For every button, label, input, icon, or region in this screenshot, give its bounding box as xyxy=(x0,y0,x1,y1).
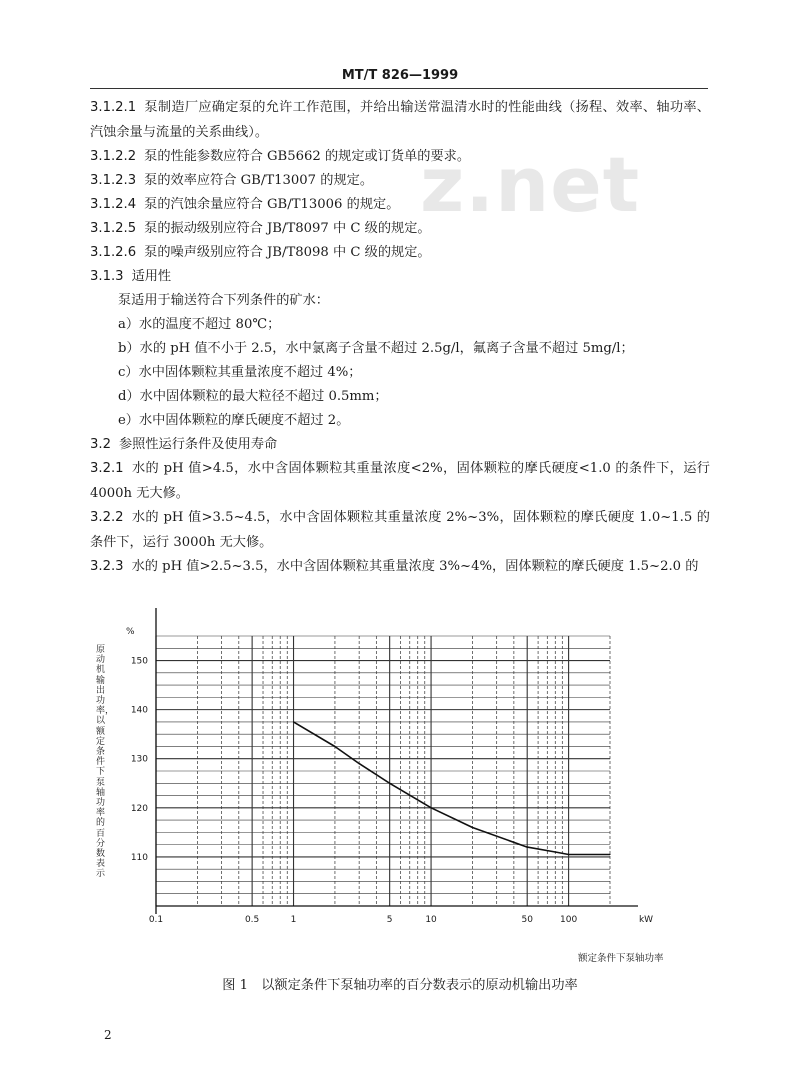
chart-series xyxy=(293,721,611,855)
chart-data-point xyxy=(609,854,610,855)
chart-data-point xyxy=(334,746,335,747)
condition-e: e）水中固体颗粒的摩氏硬度不超过 2。 xyxy=(118,413,350,428)
chart-y-tick-label: 110 xyxy=(130,852,148,863)
chart-data-point xyxy=(389,783,390,784)
clause-3-1-2-5: 3.1.2.5 泵的振动级别应符合 JB/T8097 中 C 级的规定。 xyxy=(90,221,431,236)
chart-x-tick-label: 50 xyxy=(521,915,533,925)
chart-data-point xyxy=(472,827,473,828)
chart-y-tick-label: 130 xyxy=(130,754,148,765)
chart-y-unit: % xyxy=(126,627,135,637)
chart-x-tick-label: 0.5 xyxy=(244,915,260,925)
chart-data-point xyxy=(527,846,528,847)
chart-x-tick-label: 1 xyxy=(290,915,297,925)
clause-3-1-2-6: 3.1.2.6 泵的噪声级别应符合 JB/T8098 中 C 级的规定。 xyxy=(90,245,431,260)
chart-data-point xyxy=(555,851,556,852)
chart-y-tick-label: 150 xyxy=(130,656,148,667)
page-number: 2 xyxy=(104,1028,112,1042)
watermark: z.net xyxy=(420,140,641,229)
clause-3-2-1: 3.2.1 水的 pH 值>4.5，水中含固体颗粒其重量浓度<2%，固体颗粒的摩氏硬度<1.0 的条件下，运行 4000h 无大修。 xyxy=(90,461,710,501)
conditions-intro: 泵适用于输送符合下列条件的矿水： xyxy=(118,293,329,308)
figure-caption: 图 1 以额定条件下泵轴功率的百分数表示的原动机输出功率 xyxy=(222,978,578,993)
chart-x-tick-label: 0.1 xyxy=(148,915,164,925)
condition-c: c）水中固体颗粒其重量浓度不超过 4%； xyxy=(118,365,362,380)
clause-3-2-2: 3.2.2 水的 pH 值>3.5~4.5，水中含固体颗粒其重量浓度 2%~3%，固体颗粒的摩氏硬度 1.0~1.5 的条件下，运行 3000h 无大修。 xyxy=(90,510,710,550)
chart-x-tick-label: 5 xyxy=(386,915,393,925)
chart-data-point xyxy=(293,721,294,722)
clause-3-1-2-4: 3.1.2.4 泵的汽蚀余量应符合 GB/T13006 的规定。 xyxy=(90,197,400,212)
clause-3-2: 3.2 参照性运行条件及使用寿命 xyxy=(90,437,278,452)
chart-data-point xyxy=(359,763,360,764)
chart-x-unit: kW xyxy=(638,915,654,925)
condition-d: d）水中固体颗粒的最大粒径不超过 0.5mm； xyxy=(118,389,388,404)
chart-y-axis-label: 原动机输出功率，以额定条件下泵轴功率的百分数表示 xyxy=(96,645,115,880)
header-rule xyxy=(90,88,708,89)
chart-x-tick-label: 100 xyxy=(560,915,578,925)
clause-3-1-2-1: 3.1.2.1 泵制造厂应确定泵的允许工作范围，并给出输送常温清水时的性能曲线（扬程、效率、轴功率、汽蚀余量与流量的关系曲线）。 xyxy=(90,100,710,140)
clause-3-1-2-2: 3.1.2.2 泵的性能参数应符合 GB5662 的规定或订货单的要求。 xyxy=(90,149,471,164)
clause-3-1-2-3: 3.1.2.3 泵的效率应符合 GB/T13007 的规定。 xyxy=(90,173,374,188)
chart-data-point xyxy=(430,807,431,808)
standard-code: MT/T 826—1999 xyxy=(341,68,459,83)
chart-y-tick-label: 120 xyxy=(130,803,148,814)
chart-y-tick-label: 140 xyxy=(130,705,148,716)
power-chart xyxy=(90,598,690,928)
condition-a: a）水的温度不超过 80℃； xyxy=(118,317,281,332)
chart-axes xyxy=(156,608,638,914)
condition-b: b）水的 pH 值不小于 2.5，水中氯离子含量不超过 2.5g/l，氟离子含量不超过 5mg/l； xyxy=(118,341,634,356)
chart-data-point xyxy=(568,854,569,855)
chart-grid xyxy=(156,636,610,906)
clause-3-2-3: 3.2.3 水的 pH 值>2.5~3.5，水中含固体颗粒其重量浓度 3%~4%，固体颗粒的摩氏硬度 1.5~2.0 的 xyxy=(90,559,699,574)
clause-3-1-3: 3.1.3 适用性 xyxy=(90,269,172,284)
chart-x-axis-label: 额定条件下泵轴功率 xyxy=(578,953,664,964)
document-header xyxy=(0,68,800,83)
chart-x-tick-label: 10 xyxy=(425,915,437,925)
